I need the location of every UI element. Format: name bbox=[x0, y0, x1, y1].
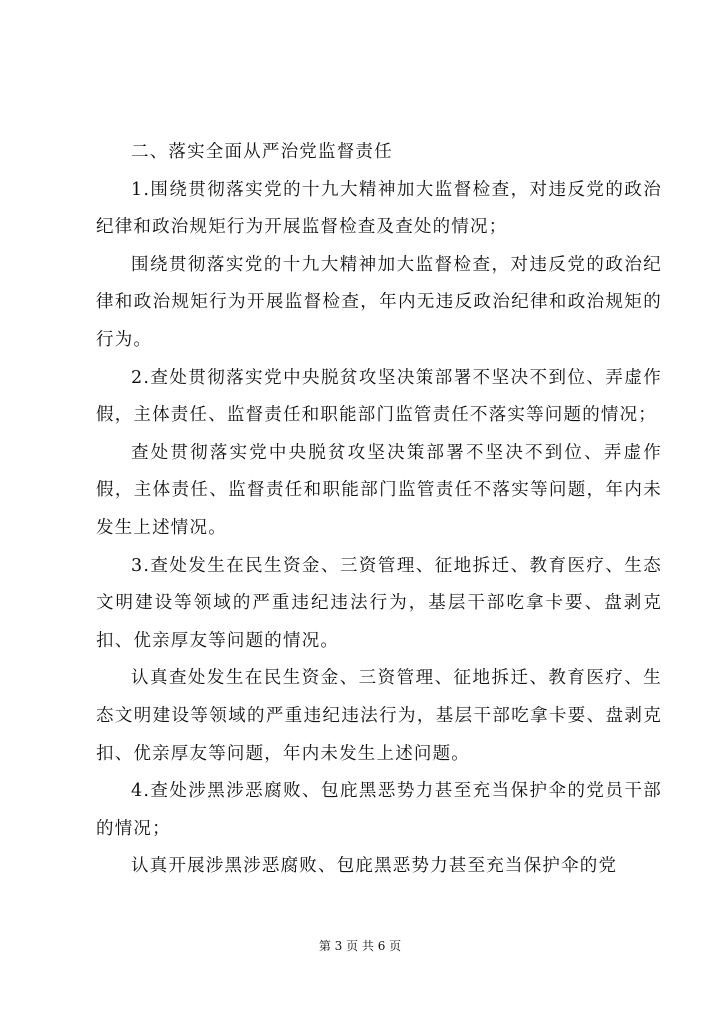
paragraph: 围绕贯彻落实党的十九大精神加大监督检查，对违反党的政治纪律和政治规矩行为开展监督检查，年内无违反政治纪律和政治规矩的行为。 bbox=[96, 254, 662, 350]
page-number: 第 3 页 共 6 页 bbox=[318, 939, 402, 953]
page-footer bbox=[0, 938, 720, 954]
paragraph: 4.查处涉黑涉恶腐败、包庇黑恶势力甚至充当保护伞的党员干部的情况； bbox=[96, 781, 662, 839]
document-body bbox=[96, 134, 662, 886]
paragraph: 2.查处贯彻落实党中央脱贫攻坚决策部署不坚决不到位、弄虚作假，主体责任、监督责任和职能部门监管责任不落实等问题的情况； bbox=[96, 367, 662, 426]
paragraph: 3.查处发生在民生资金、三资管理、征地拆迁、教育医疗、生态文明建设等领域的严重违纪违法行为，基层干部吃拿卡要、盘剥克扣、优亲厚友等问题的情况。 bbox=[96, 555, 662, 651]
paragraph: 1.围绕贯彻落实党的十九大精神加大监督检查，对违反党的政治纪律和政治规矩行为开展监督检查及查处的情况； bbox=[96, 179, 662, 238]
paragraph: 查处贯彻落实党中央脱贫攻坚决策部署不坚决不到位、弄虚作假，主体责任、监督责任和职能部门监管责任不落实等问题，年内未发生上述情况。 bbox=[96, 442, 662, 538]
section-heading: 二、落实全面从严治党监督责任 bbox=[131, 142, 393, 162]
paragraph: 认真开展涉黑涉恶腐败、包庇黑恶势力甚至充当保护伞的党 bbox=[131, 856, 618, 877]
paragraph: 认真查处发生在民生资金、三资管理、征地拆迁、教育医疗、生态文明建设等领域的严重违纪违法行为，基层干部吃拿卡要、盘剥克扣、优亲厚友等问题，年内未发生上述问题。 bbox=[96, 668, 662, 764]
